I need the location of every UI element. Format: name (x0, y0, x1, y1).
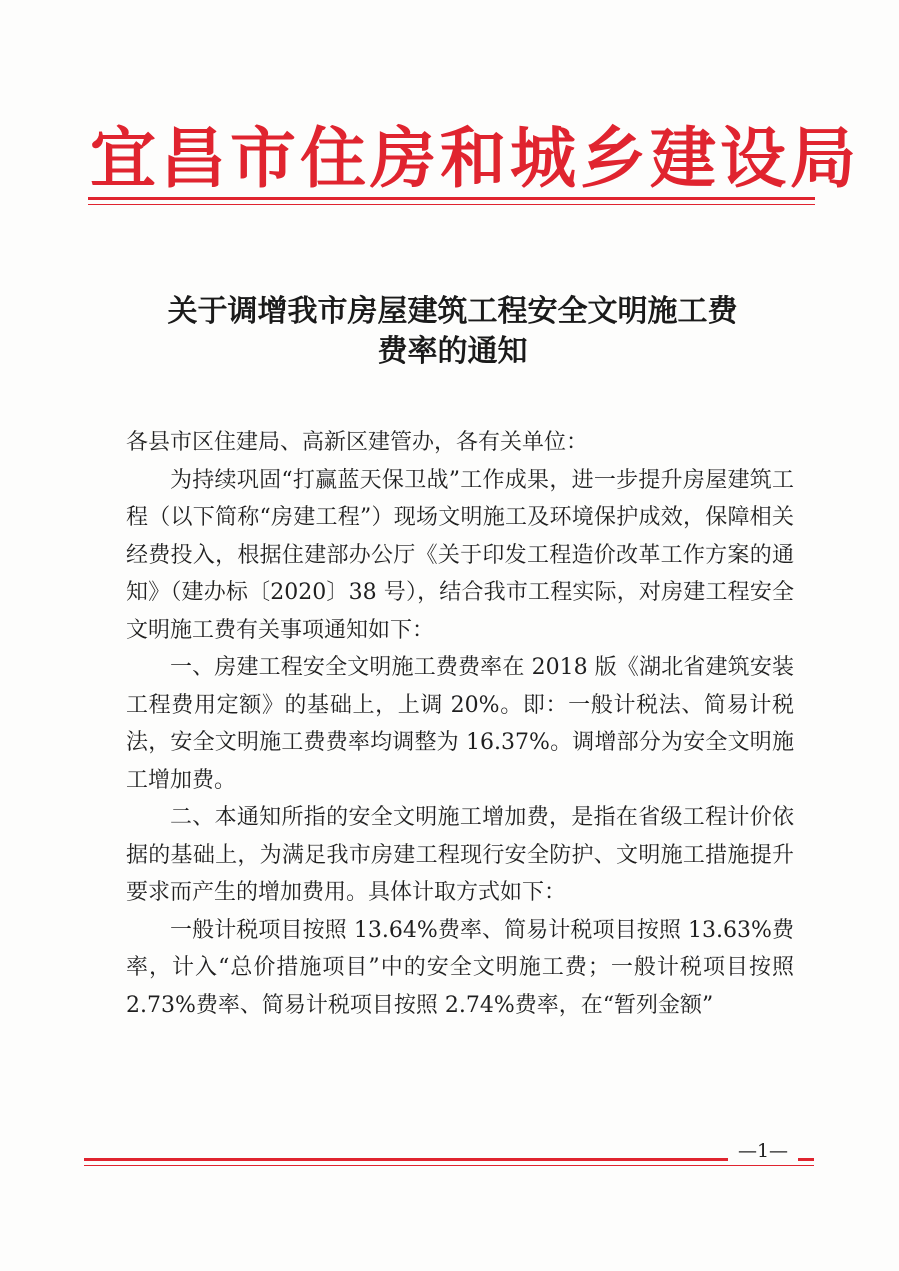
masthead-red-rule-thin (88, 204, 815, 205)
salutation: 各县市区住建局、高新区建管办，各有关单位： (126, 430, 589, 455)
footer-red-rule-thin (84, 1165, 814, 1166)
document-title (90, 292, 815, 372)
masthead-org-name: 宜昌市住房和城乡建设局 (90, 119, 860, 197)
document-title-line-1: 关于调增我市房屋建筑工程安全文明施工费 (167, 294, 738, 329)
paragraph-item-1: 一、房建工程安全文明施工费费率在 2018 版《湖北省建筑安装工程费用定额》的基础上，上调 20%。即：一般计税法、简易计税法，安全文明施工费费率均调整为 16.37%。调增部分为安全文明施工增加费。 (126, 655, 794, 793)
paragraph-item-2: 二、本通知所指的安全文明施工增加费，是指在省级工程计价依据的基础上，为满足我市房建工程现行安全防护、文明施工措施提升要求而产生的增加费用。具体计取方式如下： (126, 805, 794, 905)
masthead-red-rule-thick (88, 197, 815, 200)
paragraph-calculation: 一般计税项目按照 13.64%费率、简易计税项目按照 13.63%费率，计入“总价措施项目”中的安全文明施工费；一般计税项目按照 2.73%费率、简易计税项目按照 2.74%费率，在“暂列金额” (126, 917, 794, 1018)
footer-red-rule-thick (84, 1158, 814, 1161)
document-body (126, 424, 794, 1024)
paragraph-preamble: 为持续巩固“打赢蓝天保卫战”工作成果，进一步提升房屋建筑工程（以下简称“房建工程”）现场文明施工及环境保护成效，保障相关经费投入，根据住建部办公厅《关于印发工程造价改革工作方案的通知》（建办标〔2020〕38 号），结合我市工程实际，对房建工程安全文明施工费有关事项通知如下： (126, 467, 794, 643)
document-title-line-2: 费率的通知 (377, 334, 528, 369)
page-number: —1— (728, 1138, 798, 1164)
